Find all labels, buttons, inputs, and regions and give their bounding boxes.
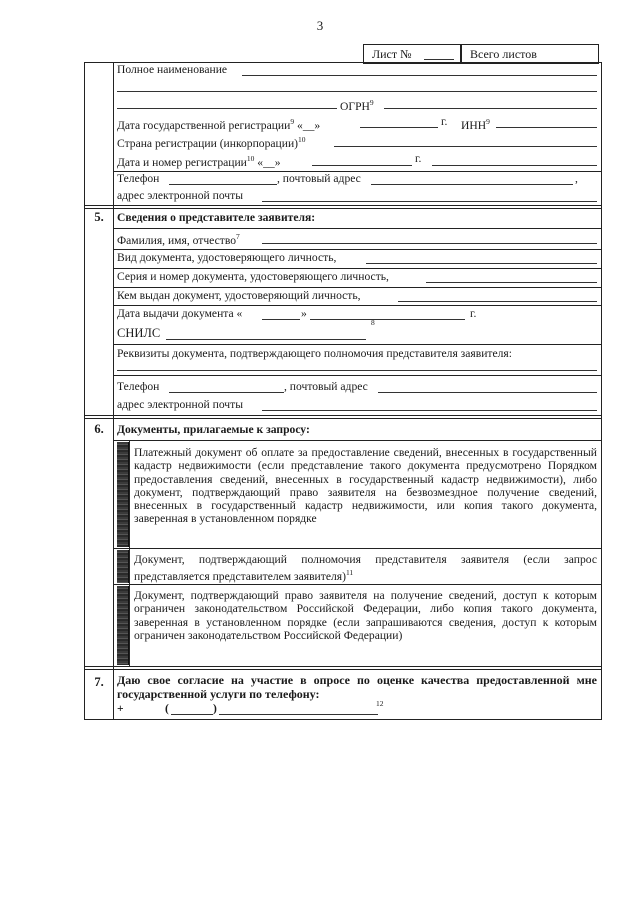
- rep-authority-field[interactable]: [117, 370, 597, 371]
- rep-issue-date-year: г.: [470, 307, 477, 320]
- rep-snils-label: СНИЛС: [117, 326, 161, 340]
- section-5-title: Сведения о представителе заявителя:: [117, 211, 316, 224]
- rep-email-field[interactable]: [262, 410, 597, 411]
- ogrn-text: ОГРН: [340, 99, 370, 113]
- item-checkbox[interactable]: [117, 442, 129, 547]
- divider: [113, 268, 602, 269]
- full-name-field-line3[interactable]: [117, 108, 337, 109]
- full-name-label: Полное наименование: [117, 63, 228, 76]
- reg-date-label: Дата государственной регистрации: [117, 118, 291, 132]
- rep-phone-field[interactable]: [169, 392, 284, 393]
- sheet-total-box[interactable]: [461, 44, 599, 64]
- rep-fio-label: Фамилия, имя, отчество: [117, 233, 237, 247]
- reg-number-quote: «__»: [257, 155, 281, 169]
- section-7-number: 7.: [94, 675, 104, 689]
- org-postal-comma: ,: [575, 172, 578, 185]
- reg-number-year: г.: [415, 152, 422, 165]
- ogrn-label: [340, 96, 374, 114]
- rep-doc-issuer-field[interactable]: [398, 301, 597, 302]
- org-email-field[interactable]: [262, 201, 597, 202]
- section-6-title: Документы, прилагаемые к запросу:: [117, 423, 310, 436]
- sheet-total-label: Всего листов: [470, 47, 537, 61]
- reg-number-date-field[interactable]: [312, 165, 412, 166]
- sheet-number-box[interactable]: [363, 44, 461, 64]
- number-column-divider: [113, 62, 114, 720]
- rep-snils-field[interactable]: [166, 339, 366, 340]
- divider: [113, 249, 602, 250]
- sheet-number-label: Лист №: [372, 47, 412, 61]
- divider: [113, 440, 602, 441]
- divider: [113, 344, 602, 345]
- country-line: [117, 133, 306, 151]
- rep-snils-footnote: 8: [371, 318, 375, 327]
- section-divider: [84, 418, 602, 419]
- inn-field[interactable]: [496, 127, 597, 128]
- consent-phone-prefix: +: [117, 702, 124, 715]
- rep-issue-date-label: Дата выдачи документа «: [117, 307, 243, 320]
- section-7-consent-text: Даю свое согласие на участие в опросе по оценке качества предоставленной мне государственной услуги по телефону:: [117, 673, 597, 701]
- org-phone-label: Телефон: [117, 172, 160, 185]
- org-email-label: адрес электронной почты: [117, 189, 243, 202]
- country-footnote: 10: [298, 135, 306, 144]
- rep-issue-date-field[interactable]: [310, 319, 465, 320]
- reg-number-label: Дата и номер регистрации: [117, 155, 247, 169]
- page-number: 3: [316, 18, 324, 33]
- section-5-number: 5.: [94, 210, 104, 224]
- country-label: Страна регистрации (инкорпорации): [117, 136, 299, 150]
- section-divider: [84, 669, 602, 670]
- divider: [113, 548, 602, 549]
- ogrn-field[interactable]: [384, 108, 597, 109]
- document-item-authority-text: Документ, подтверждающий полномочия представителя заявителя (если запрос представляется представителем заявителя): [134, 553, 597, 584]
- section-divider: [84, 205, 602, 206]
- reg-number-line: [117, 152, 280, 170]
- consent-footnote: 12: [376, 699, 384, 708]
- org-postal-label: , почтовый адрес: [277, 172, 361, 185]
- document-item-authority: [134, 553, 597, 583]
- section-divider: [84, 666, 602, 667]
- consent-phone-paren-open: (: [165, 702, 169, 715]
- consent-phone-paren-close: ): [213, 702, 217, 715]
- sheet-number-field[interactable]: [424, 59, 454, 60]
- rep-phone-label: Телефон: [117, 380, 160, 393]
- reg-date-field[interactable]: [360, 127, 438, 128]
- rep-authority-label: Реквизиты документа, подтверждающего полномочия представителя заявителя:: [117, 347, 512, 360]
- divider: [113, 584, 602, 585]
- reg-date-quote: «__»: [297, 118, 321, 132]
- divider: [113, 228, 602, 229]
- reg-date-footnote: 9: [290, 117, 295, 126]
- divider: [113, 375, 602, 376]
- consent-phone-code-field[interactable]: [171, 714, 213, 715]
- rep-doc-series-field[interactable]: [426, 282, 597, 283]
- org-postal-field[interactable]: [371, 184, 573, 185]
- rep-issue-date-mid: »: [301, 307, 307, 320]
- inn-footnote: 9: [486, 117, 490, 126]
- rep-email-label: адрес электронной почты: [117, 398, 243, 411]
- full-name-field-line2[interactable]: [117, 91, 597, 92]
- item-checkbox[interactable]: [117, 586, 129, 665]
- section-6-number: 6.: [94, 422, 104, 436]
- document-item-authority-footnote: 11: [345, 568, 354, 578]
- inn-label: [461, 115, 490, 133]
- rep-doc-type-label: Вид документа, удостоверяющего личность,: [117, 251, 337, 264]
- rep-doc-issuer-label: Кем выдан документ, удостоверяющий личность,: [117, 289, 361, 302]
- rep-fio-line: [117, 230, 240, 248]
- reg-number-footnote: 10: [246, 154, 255, 163]
- rep-postal-label: , почтовый адрес: [284, 380, 368, 393]
- document-item-payment: Платежный документ об оплате за предоставление сведений, внесенных в государственный кадастр недвижимости (если представление такого документа предусмотрено Порядком предоставления сведений, внесенных в государственный кадастр недвижимости), либо документ, подтверждающий право заявителя на безвозмездное получение сведений, внесенных в государственный кадастр недвижимости, или копия такого документа, заверенная в установленном порядке: [134, 446, 597, 526]
- divider: [113, 287, 602, 288]
- rep-doc-type-field[interactable]: [366, 263, 597, 264]
- ogrn-footnote: 9: [369, 98, 374, 107]
- document-item-restricted: Документ, подтверждающий право заявителя на получение сведений, доступ к которым ограничен законодательством Российской Федерации, либо копия такого документа, заверенная в установленном порядке (если запрашиваются сведения, доступ к которым ограничен законодательством Российской Федерации): [134, 589, 597, 642]
- rep-fio-footnote: 7: [236, 232, 240, 241]
- section-divider: [84, 208, 602, 209]
- consent-phone-number-field[interactable]: [219, 714, 378, 715]
- checkbox-column-divider: [129, 440, 130, 666]
- rep-issue-day-field[interactable]: [262, 319, 300, 320]
- reg-number-field[interactable]: [432, 165, 597, 166]
- divider: [113, 305, 602, 306]
- rep-doc-series-label: Серия и номер документа, удостоверяющего личность,: [117, 270, 389, 283]
- reg-date-year: г.: [441, 115, 448, 128]
- rep-fio-field[interactable]: [262, 243, 597, 244]
- full-name-field[interactable]: [242, 75, 597, 76]
- rep-postal-field[interactable]: [378, 392, 597, 393]
- item-checkbox[interactable]: [117, 550, 129, 583]
- section-divider: [84, 415, 602, 416]
- reg-date-line: [117, 115, 320, 133]
- country-field[interactable]: [334, 146, 597, 147]
- inn-text: ИНН: [461, 118, 487, 132]
- org-phone-field[interactable]: [169, 184, 277, 185]
